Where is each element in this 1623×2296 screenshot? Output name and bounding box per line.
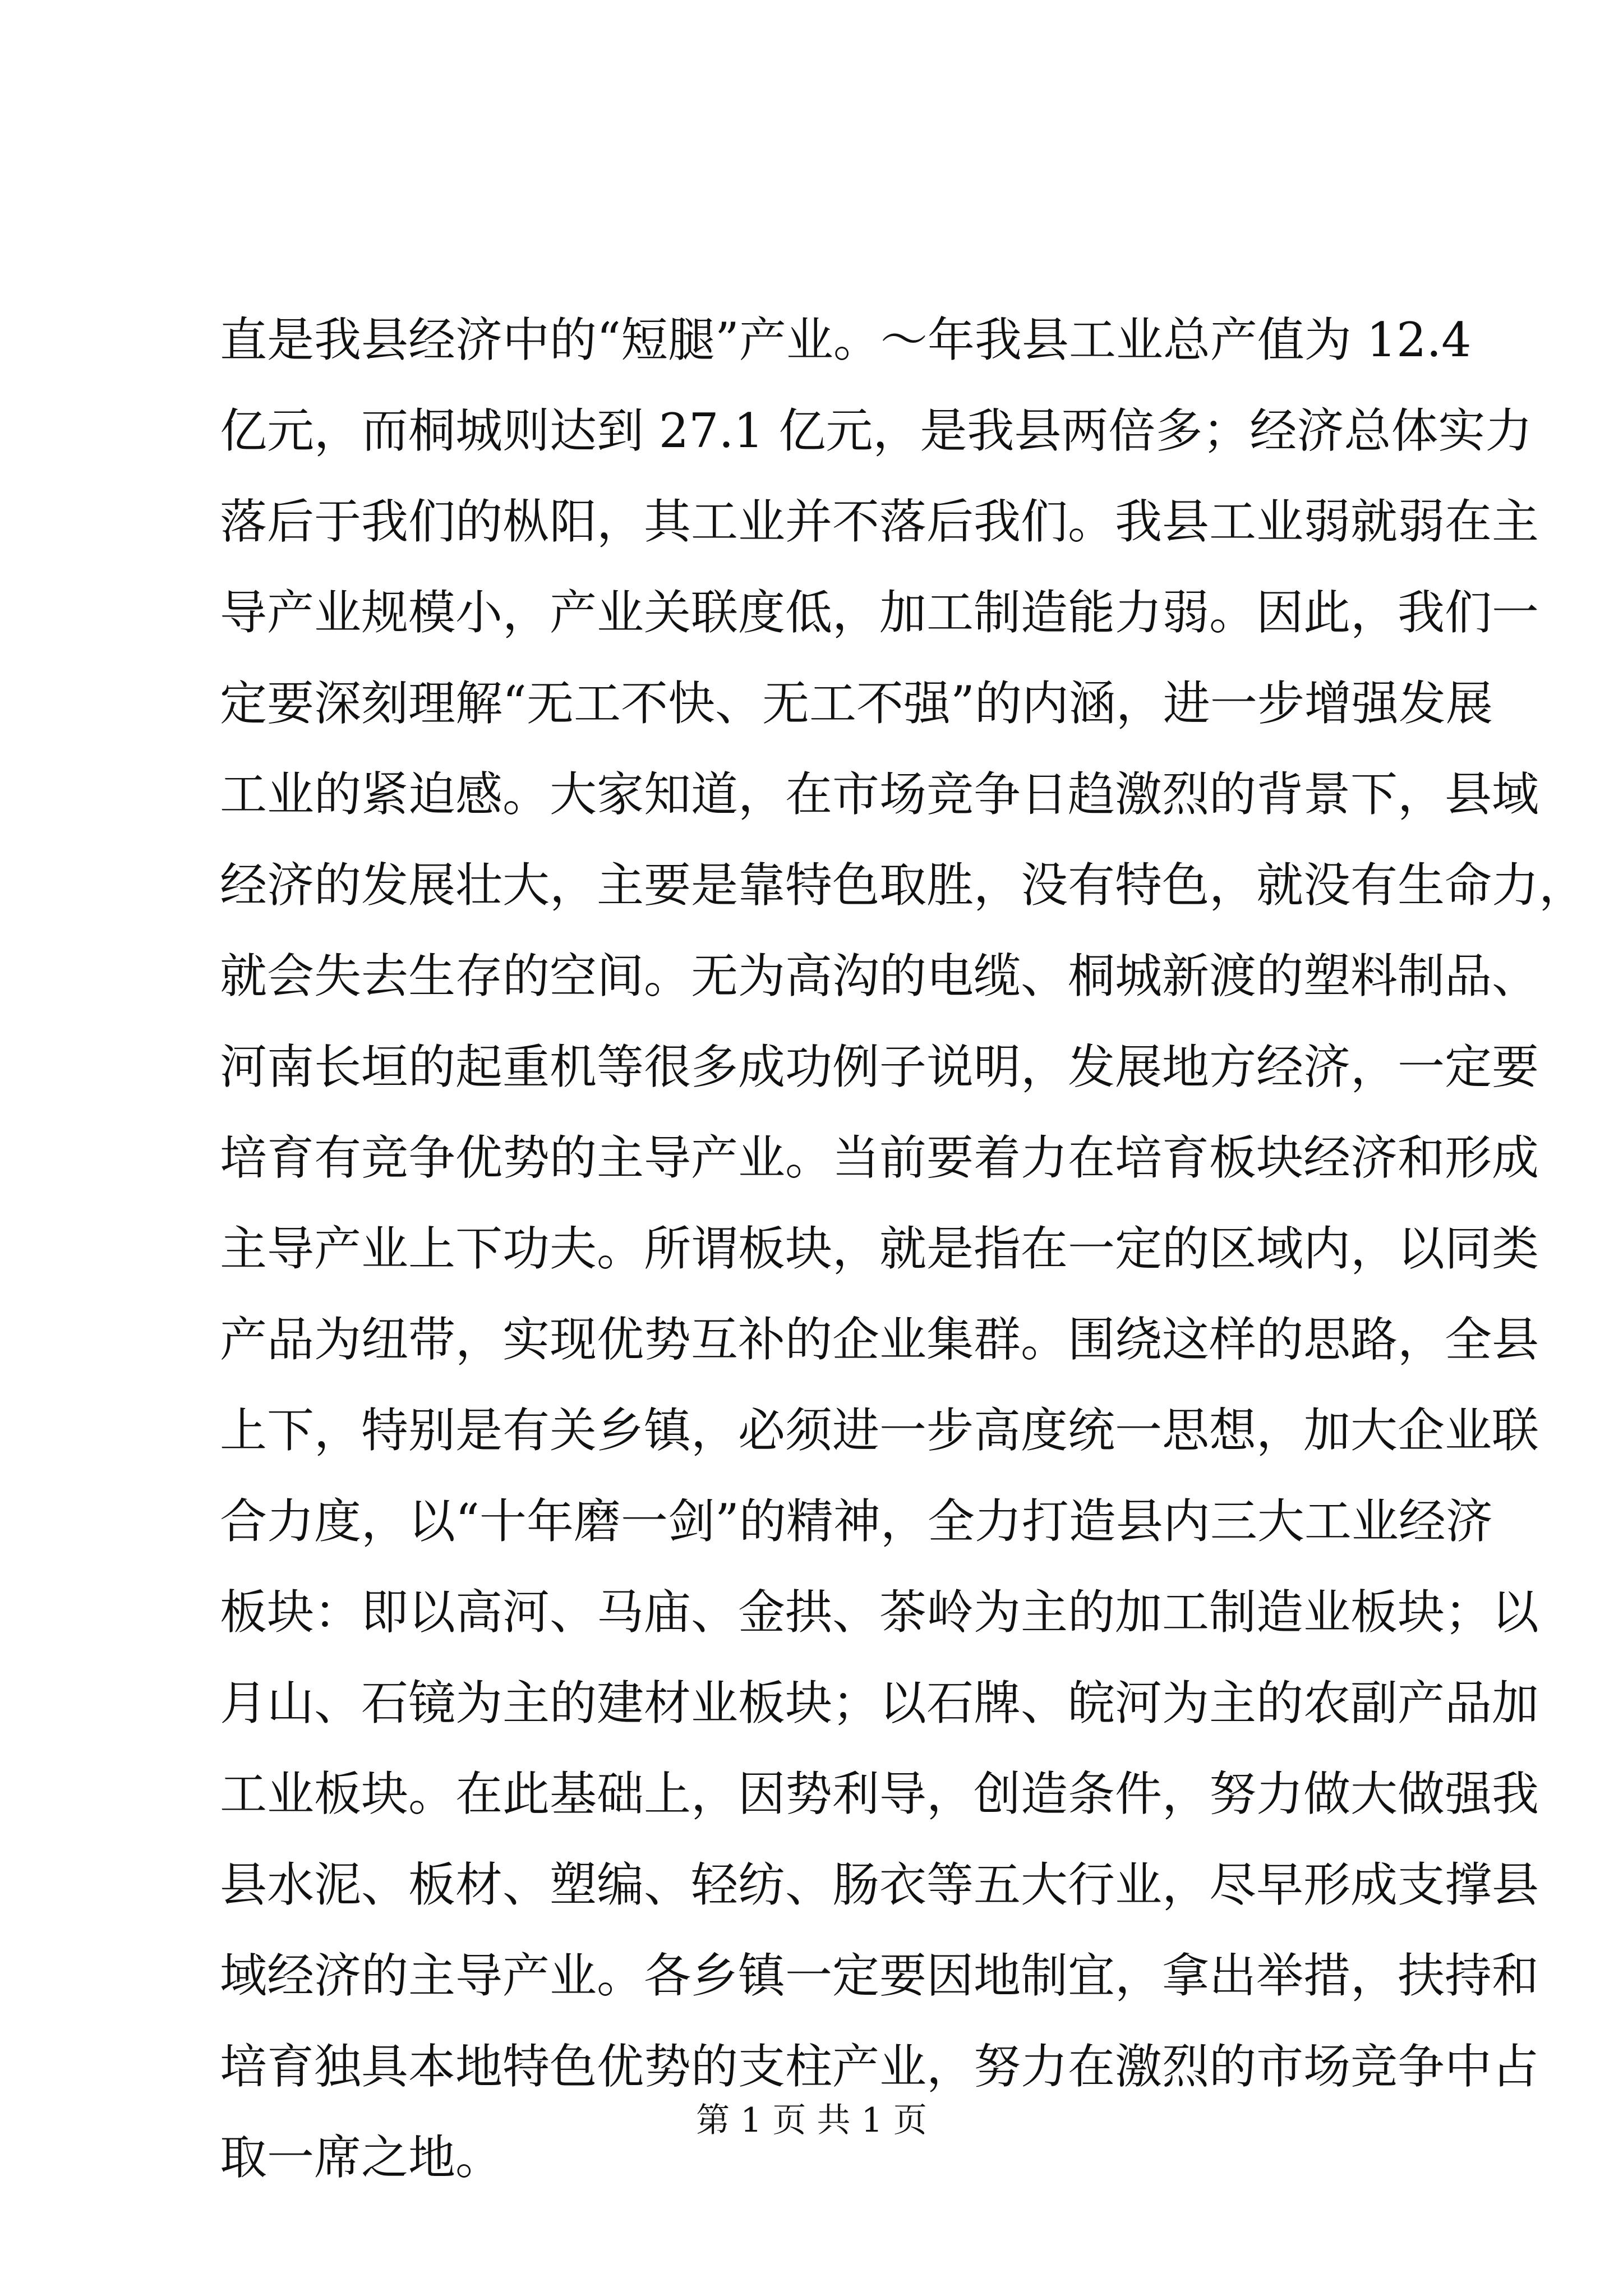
- text-line: 工业的紧迫感。大家知道，在市场竞争日趋激烈的背景下，县域: [220, 767, 1539, 822]
- text-line: 导产业规模小，产业关联度低，加工制造能力弱。因此，我们一: [220, 585, 1539, 640]
- text-line: 主导产业上下功夫。所谓板块，就是指在一定的区域内，以同类: [220, 1221, 1539, 1276]
- text-line: 经济的发展壮大，主要是靠特色取胜，没有特色，就没有生命力，: [220, 858, 1587, 913]
- text-line: 域经济的主导产业。各乡镇一定要因地制宜，拿出举措，扶持和: [220, 1948, 1539, 2003]
- text-line: 县水泥、板材、塑编、轻纺、肠衣等五大行业，尽早形成支撑县: [220, 1857, 1539, 1912]
- text-line: 就会失去生存的空间。无为高沟的电缆、桐城新渡的塑料制品、: [220, 949, 1539, 1004]
- text-line: 上下，特别是有关乡镇，必须进一步高度统一思想，加大企业联: [220, 1403, 1539, 1458]
- text-line: 落后于我们的枞阳，其工业并不落后我们。我县工业弱就弱在主: [220, 494, 1539, 549]
- text-line: 合力度，以“十年磨一剑”的精神，全力打造县内三大工业经济: [220, 1494, 1493, 1549]
- text-line: 月山、石镜为主的建材业板块；以石牌、皖河为主的农副产品加: [220, 1676, 1539, 1731]
- page-number-footer: 第 1 页 共 1 页: [696, 2101, 927, 2140]
- text-line: 定要深刻理解“无工不快、无工不强”的内涵，进一步增强发展: [220, 676, 1493, 731]
- text-line: 工业板块。在此基础上，因势利导，创造条件，努力做大做强我: [220, 1766, 1539, 1821]
- text-line: 河南长垣的起重机等很多成功例子说明，发展地方经济，一定要: [220, 1039, 1539, 1094]
- body-paragraph: [220, 295, 1587, 2203]
- text-line: 亿元，而桐城则达到 27.1 亿元，是我县两倍多；经济总体实力: [220, 403, 1533, 458]
- text-line: 板块：即以高河、马庙、金拱、茶岭为主的加工制造业板块；以: [220, 1585, 1539, 1640]
- text-line: 培育独具本地特色优势的支柱产业，努力在激烈的市场竞争中占: [220, 2039, 1539, 2094]
- text-line: 直是我县经济中的“短腿”产业。～年我县工业总产值为 12.4: [220, 312, 1472, 367]
- text-line: 产品为纽带，实现优势互补的企业集群。围绕这样的思路，全县: [220, 1312, 1539, 1367]
- text-line: 取一席之地。: [220, 2130, 503, 2185]
- text-line: 培育有竞争优势的主导产业。当前要着力在培育板块经济和形成: [220, 1130, 1539, 1185]
